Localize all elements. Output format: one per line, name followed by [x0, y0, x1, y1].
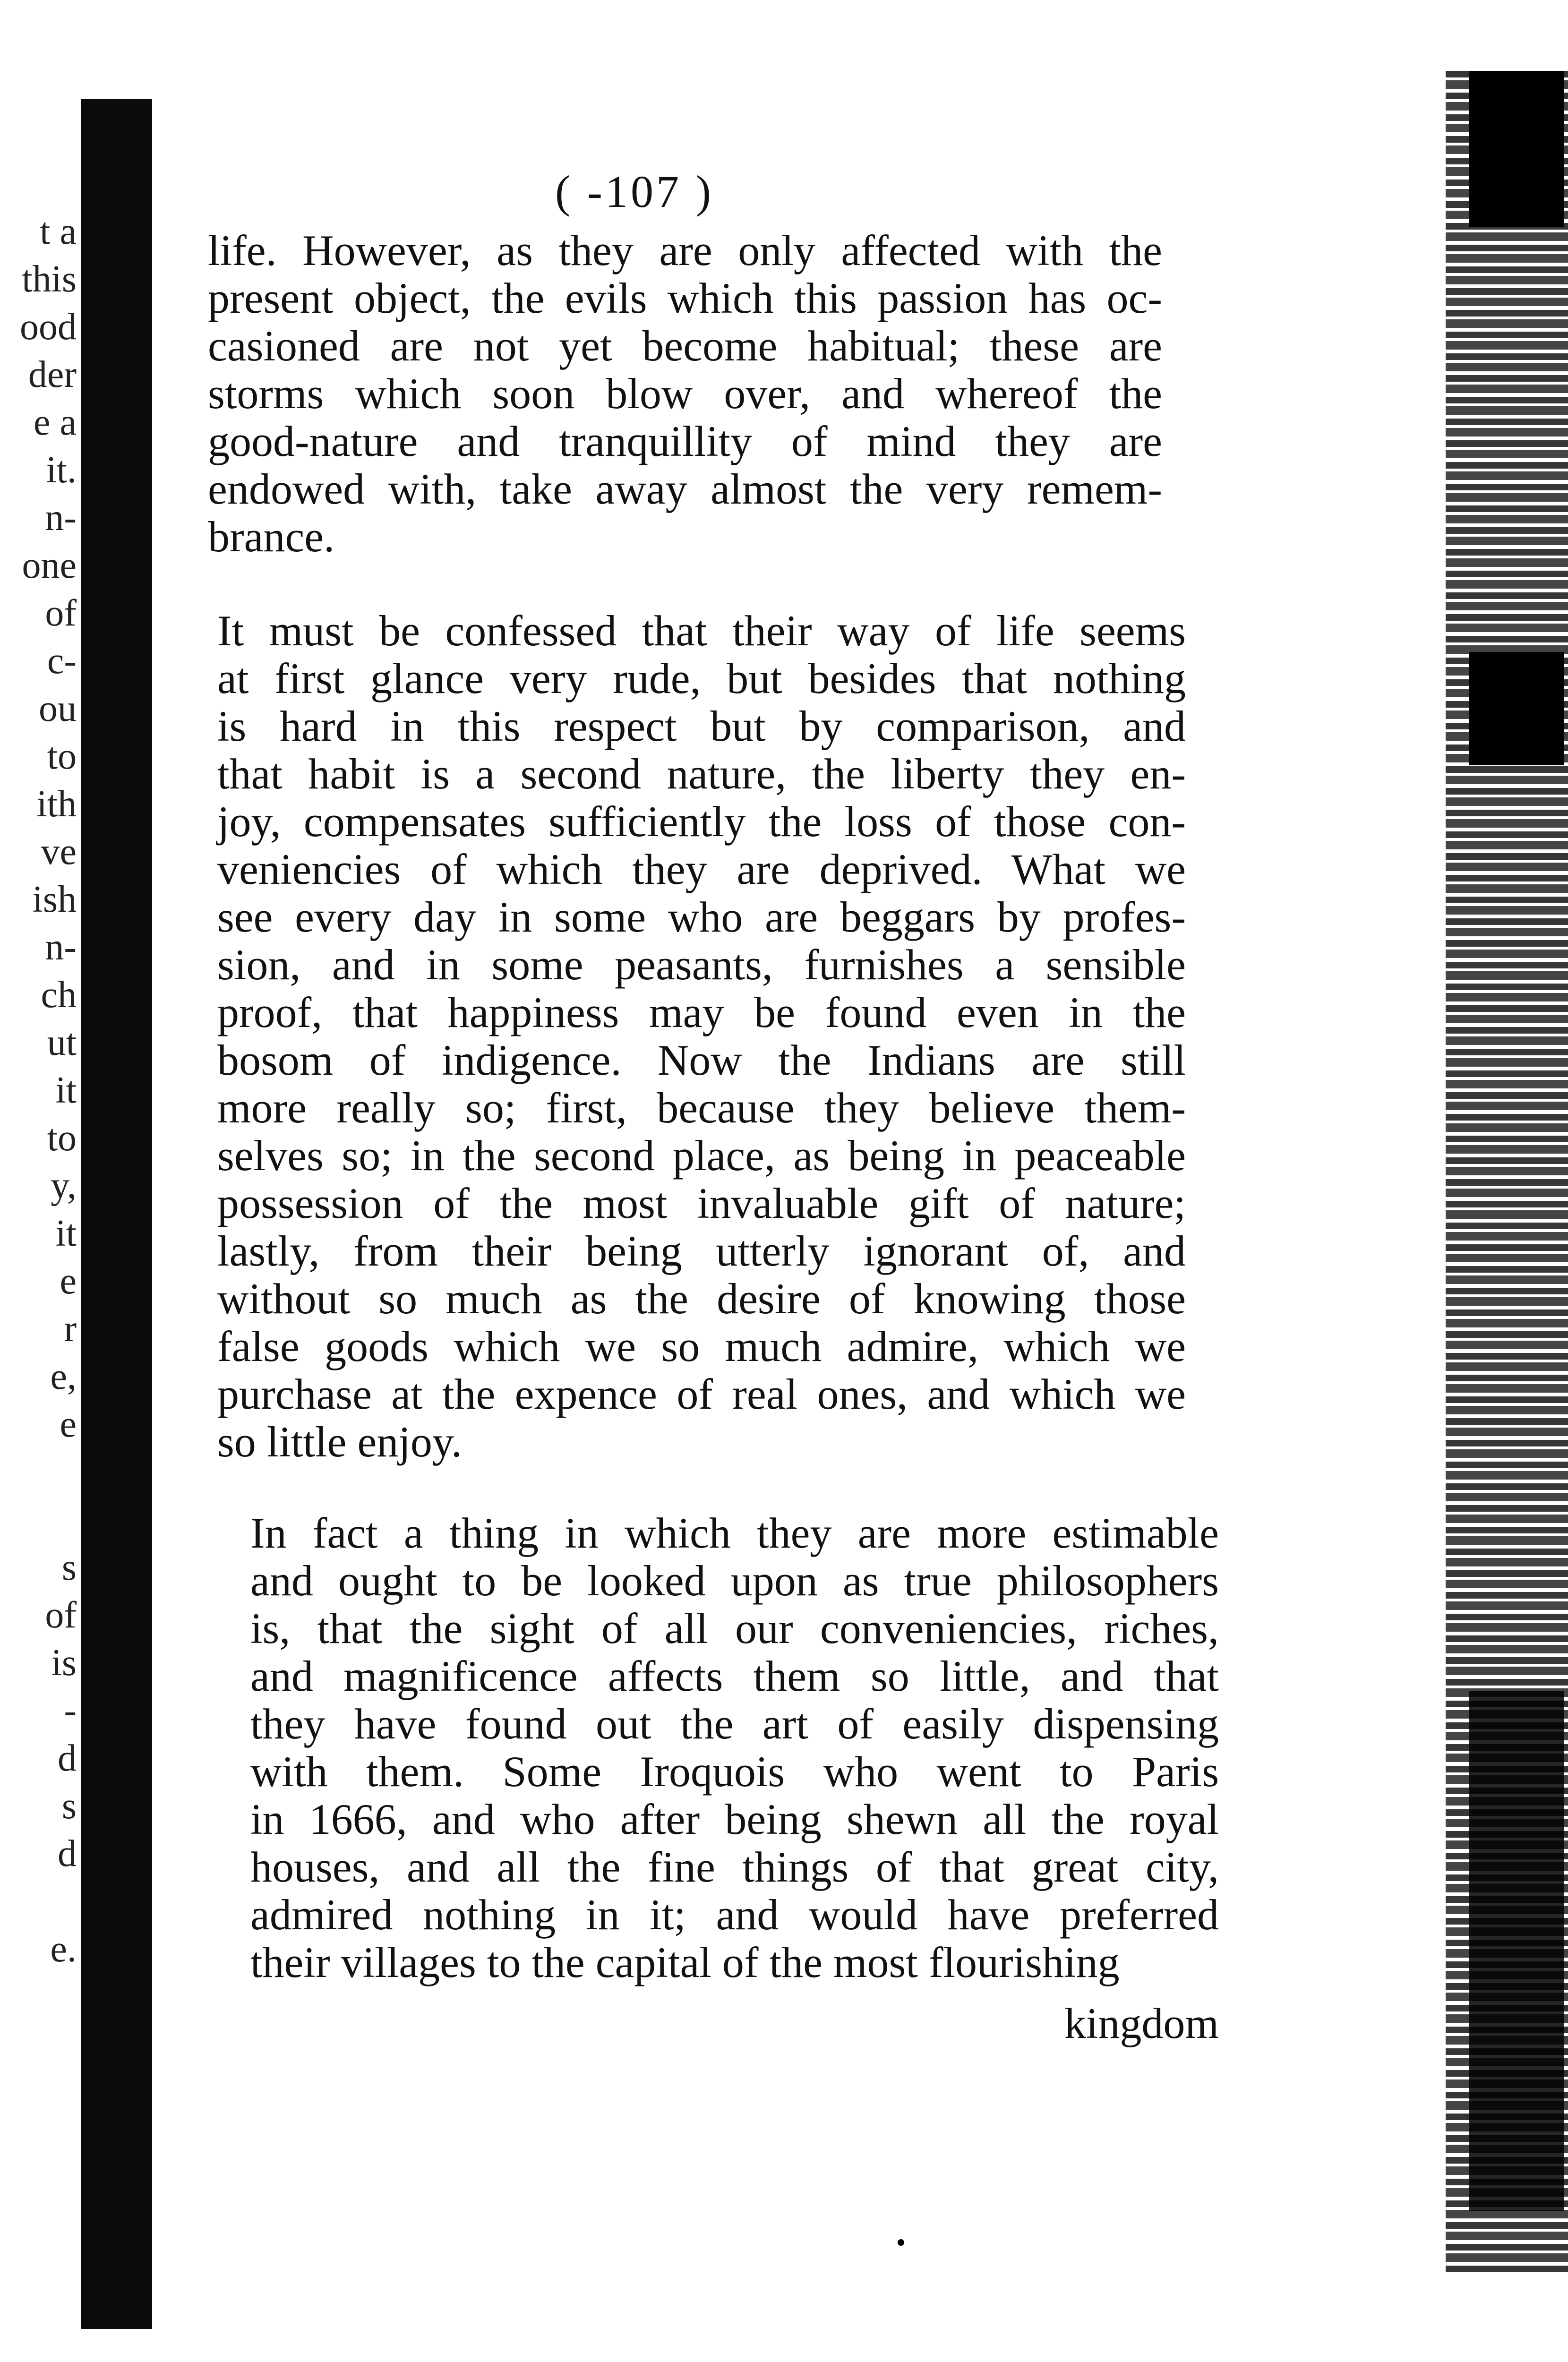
fragment-text: s [61, 1785, 77, 1827]
fragment-text: e. [50, 1928, 77, 1970]
text-line: casioned are not yet become habitual; these are [208, 322, 1162, 370]
text-line: and ought to be looked upon as true philosophers [250, 1557, 1219, 1605]
fragment-text: s [61, 1547, 77, 1588]
fragment-text [0, 1448, 80, 1496]
fragment-text: to [47, 1117, 77, 1159]
text-line: veniencies of which they are deprived. What we [217, 845, 1186, 893]
text-line: possession of the most invaluable gift of nature; [217, 1179, 1186, 1227]
text-line: purchase at the expence of real ones, and which we [217, 1370, 1186, 1418]
text-line: more really so; first, because they believe them- [217, 1084, 1186, 1132]
text-line: false goods which we so much admire, which we [217, 1322, 1186, 1370]
text-line: their villages to the capital of the most flourishing [250, 1938, 1120, 1986]
fragment-text [0, 1496, 80, 1544]
text-line: with them. Some Iroquois who went to Paris [250, 1747, 1219, 1796]
fragment-text: ch [41, 974, 77, 1016]
fragment-text: ou [39, 688, 77, 729]
paragraph-1 [208, 227, 1162, 561]
fragment-text: d [58, 1737, 77, 1779]
text-line: storms which soon blow over, and whereof the [208, 369, 1162, 418]
text-line: sion, and in some peasants, furnishes a sensible [217, 941, 1186, 989]
text-line: life. However, as they are only affected with the [208, 226, 1162, 274]
fragment-text: r [64, 1308, 77, 1350]
text-line: is, that the sight of all our conveniencies, riches, [250, 1604, 1219, 1652]
fragment-text: c- [47, 640, 77, 682]
text-line: in 1666, and who after being shewn all the royal [250, 1795, 1219, 1843]
text-line: see every day in some who are beggars by profes- [217, 893, 1186, 941]
text-line: houses, and all the fine things of that great city, [250, 1843, 1219, 1891]
text-line: proof, that happiness may be found even in the [217, 988, 1186, 1036]
text-line: admired nothing in it; and would have preferred [250, 1891, 1219, 1939]
text-line: bosom of indigence. Now the Indians are still [217, 1036, 1186, 1084]
fragment-text: n- [45, 497, 77, 539]
text-line: It must be confessed that their way of life seems [217, 607, 1186, 655]
right-edge-block [1469, 1691, 1564, 2211]
fragment-text: n- [45, 926, 77, 968]
text-line: endowed with, take away almost the very remem- [208, 465, 1162, 513]
gutter-shadow [81, 99, 152, 2329]
text-line: selves so; in the second place, as being in peaceable [217, 1131, 1186, 1180]
text-line: they have found out the art of easily dispensing [250, 1700, 1219, 1748]
fragment-text: ve [41, 831, 77, 873]
fragment-text: of [45, 1594, 77, 1636]
fragment-text: ith [36, 783, 77, 825]
text-line: lastly, from their being utterly ignorant of, and [217, 1227, 1186, 1275]
fragment-text: this [22, 258, 77, 300]
right-edge-block [1469, 652, 1564, 765]
text-line: In fact a thing in which they are more estimable [250, 1509, 1219, 1557]
fragment-text: to [47, 736, 77, 777]
fragment-text: e [60, 1260, 77, 1302]
text-line: joy, compensates sufficiently the loss of those con- [217, 797, 1186, 846]
fragment-text: it. [46, 449, 77, 491]
paragraph-2 [217, 607, 1186, 1466]
fragment-text: one [22, 545, 77, 586]
paragraph-3 [250, 1509, 1219, 1986]
text-line: and magnificence affects them so little, and that [250, 1652, 1219, 1700]
fragment-text: ood [20, 306, 77, 348]
fragment-text: of [45, 592, 77, 634]
fragment-text: - [64, 1690, 77, 1731]
text-line: good-nature and tranquillity of mind they are [208, 417, 1162, 465]
text-line: without so much as the desire of knowing those [217, 1275, 1186, 1323]
fragment-text: is [51, 1642, 77, 1684]
text-line: present object, the evils which this passion has oc- [208, 274, 1162, 322]
fragment-text: der [28, 354, 77, 395]
ink-speck [898, 2239, 904, 2246]
fragment-text: e, [50, 1356, 77, 1397]
catchword: kingdom [1064, 1999, 1219, 2047]
fragment-text: e [60, 1404, 77, 1445]
text-line: so little enjoy. [217, 1418, 462, 1466]
fragment-text [0, 1878, 80, 1926]
text-line: at first glance very rude, but besides that nothing [217, 654, 1186, 702]
right-edge-block [1469, 71, 1564, 227]
page-number: ( -107 ) [555, 166, 714, 217]
text-line: brance. [208, 513, 335, 561]
fragment-text: t a [40, 211, 77, 252]
fragment-text: e a [33, 402, 77, 443]
text-line: that habit is a second nature, the liberty they en- [217, 750, 1186, 798]
fragment-text: it [55, 1070, 77, 1111]
text-line: is hard in this respect but by comparison, and [217, 702, 1186, 750]
fragment-text: ish [32, 879, 77, 920]
fragment-text: it [55, 1213, 77, 1254]
facing-page-fragments [0, 208, 80, 1973]
fragment-text: y, [51, 1165, 77, 1207]
fragment-text: ut [47, 1022, 77, 1063]
fragment-text: d [58, 1833, 77, 1874]
